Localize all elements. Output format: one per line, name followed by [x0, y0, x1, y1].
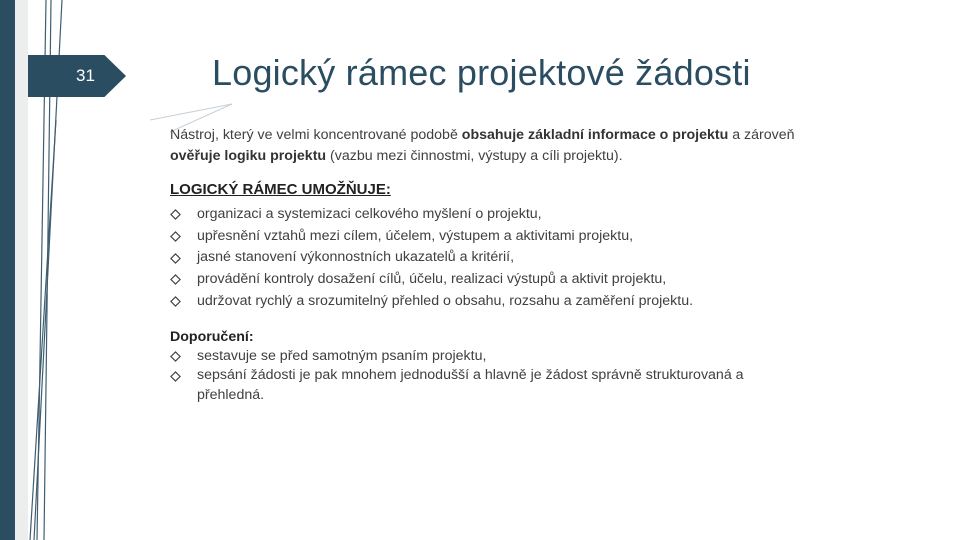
list-item-text: sestavuje se před samotným psaním projektu, [197, 347, 487, 364]
enables-heading: LOGICKÝ RÁMEC UMOŽŇUJE: [170, 181, 391, 198]
list-item [170, 247, 820, 269]
slide-number: 31 [76, 66, 95, 85]
list-item [170, 269, 820, 291]
intro-text-3: (vazbu mezi činnostmi, výstupy a cíli projektu). [326, 148, 623, 164]
recommendation-list [170, 347, 820, 406]
diamond-bullet-icon [170, 347, 183, 367]
diamond-bullet-icon [170, 269, 183, 291]
intro-bold-1: obsahuje základní informace o projektu [461, 127, 729, 143]
list-item [170, 366, 820, 405]
diamond-bullet-icon [170, 366, 183, 386]
list-item-text: udržovat rychlý a srozumitelný přehled o obsahu, rozsahu a zaměření projektu. [197, 292, 694, 309]
recommendation-heading: Doporučení: [170, 328, 254, 345]
diamond-bullet-icon [170, 291, 183, 313]
intro-bold-2: ověřuje logiku projektu [170, 148, 327, 164]
intro-text-2: a zároveň [728, 127, 795, 143]
diamond-bullet-icon [170, 247, 183, 269]
enables-list [170, 204, 820, 313]
list-item-text: upřesnění vztahů mezi cílem, účelem, výstupem a aktivitami projektu, [197, 227, 634, 244]
intro-text-1: Nástroj, který ve velmi koncentrované podobě [170, 127, 462, 143]
list-item-text: sepsání žádosti je pak mnohem jednodušší a hlavně je žádost správně strukturovaná a přehledná. [197, 367, 744, 403]
slide-content [170, 125, 820, 406]
list-item-text: jasné stanovení výkonnostních ukazatelů a kritérií, [197, 249, 515, 266]
diamond-bullet-icon [170, 226, 183, 248]
slide-title: Logický rámec projektové žádosti [212, 52, 751, 93]
list-item [170, 204, 820, 226]
list-item [170, 291, 820, 313]
list-item [170, 226, 820, 248]
list-item [170, 347, 820, 367]
list-item-text: organizaci a systemizaci celkového myšlení o projektu, [197, 206, 542, 222]
diamond-bullet-icon [170, 204, 183, 226]
list-item-text: provádění kontroly dosažení cílů, účelu, realizaci výstupů a aktivit projektu, [197, 271, 667, 288]
intro-paragraph [170, 125, 820, 167]
